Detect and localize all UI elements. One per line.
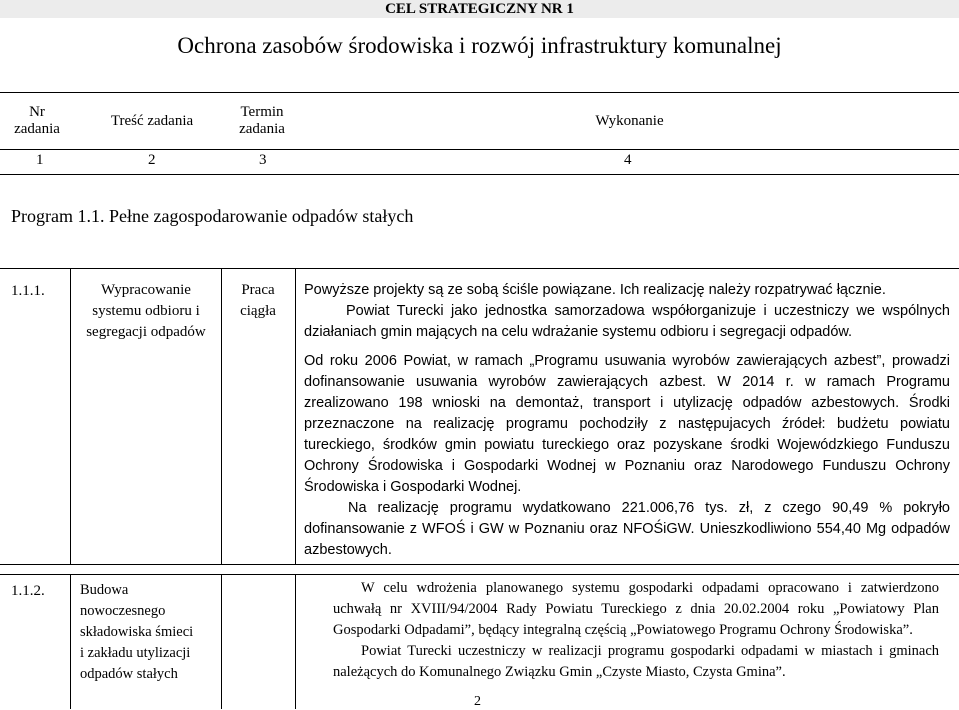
task-row-2-divider xyxy=(295,574,296,709)
column-number-1: 1 xyxy=(36,152,44,168)
task-name-2: Budowa nowoczesnego składowiska śmieci i zakładu utylizacji odpadów stałych xyxy=(80,582,194,682)
execution-paragraph: Na realizację programu wydatkowano 221.006,76 tys. zł, z czego 90,49 % pokryło dofinansowanie z WFOŚ i GW w Poznaniu oraz NFOŚiGW. Unieszkodliwiono 554,40 Mg odpadów azbestowych. xyxy=(304,500,950,558)
document-title: Ochrona zasobów środowiska i rozwój infrastruktury komunalnej xyxy=(177,33,782,58)
execution-paragraph: Powiat Turecki jako jednostka samorzadowa współorganizuje i uczestniczy we wspólnych działaniach gmin mających na celu wdrażanie systemu odbioru i segregacji odpadów. xyxy=(304,303,950,340)
execution-paragraph: W celu wdrożenia planowanego systemu gospodarki odpadami opracowano i zatwierdzono uchwałą nr XVIII/94/2004 Rady Powiatu Tureckiego z dnia 20.02.2004 roku „Powiatowy Plan Gospodarki Odpadami”, będący integralną częścią „Powiatowego Programu Ochrony Środowiska”. xyxy=(333,580,939,638)
task-number-1: 1.1.1. xyxy=(11,283,45,299)
task-row-1-divider xyxy=(221,268,222,564)
task-name-1: Wypracowanie systemu odbioru i segregacji odpadów xyxy=(86,282,206,340)
execution-paragraph: Od roku 2006 Powiat, w ramach „Programu usuwania wyrobów zawierających azbest”, prowadzi dofinansowanie usuwania wyrobów zawierających azbest. W 2014 r. w ramach Programu zrealizowano 198 wnioski na demontaż, transport i utylizację odpadów azbestowych. Środki przeznaczone na realizację programu pochodziły z następujacych źródeł: budżetu powiatu tureckiego, środków gmin powiatu tureckiego oraz pozyskane środki Wojewódzkiego Funduszu Ochrony Środowiska i Gospodarki Wodnej w Poznaniu oraz Narodowego Funduszu Ochrony Środowiska i Gospodarki Wodnej. xyxy=(304,353,950,495)
table-numbers-bottom-border xyxy=(0,174,959,175)
column-number-3: 3 xyxy=(259,152,267,168)
header-execution: Wykonanie xyxy=(595,113,664,129)
strategic-goal-heading: CEL STRATEGICZNY NR 1 xyxy=(385,1,574,17)
task-row-1-bottom-border xyxy=(0,564,959,565)
column-number-4: 4 xyxy=(624,152,632,168)
task-row-2-divider xyxy=(70,574,71,709)
task-row-1-divider xyxy=(295,268,296,564)
task-execution-1 xyxy=(304,280,950,561)
task-execution-2 xyxy=(333,578,939,683)
execution-paragraph: Powyższe projekty są ze sobą ściśle powiązane. Ich realizację należy rozpatrywać łącznie. xyxy=(304,282,886,298)
table-header-bottom-border xyxy=(0,149,959,150)
task-row-2-top-border xyxy=(0,574,959,575)
program-heading: Program 1.1. Pełne zagospodarowanie odpadów stałych xyxy=(11,206,414,226)
task-number-2: 1.1.2. xyxy=(11,583,45,599)
task-term-1: Praca ciągła xyxy=(240,282,276,319)
execution-paragraph: Powiat Turecki uczestniczy w realizacji programu gospodarki odpadami w miastach i gminach należących do Komunalnego Związku Gmin „Czyste Miasto, Czysta Gmina”. xyxy=(333,643,939,680)
task-row-1-divider xyxy=(70,268,71,564)
page-number: 2 xyxy=(474,694,481,709)
header-task-number: Nr zadania xyxy=(14,104,60,137)
column-number-2: 2 xyxy=(148,152,156,168)
table-top-border xyxy=(0,92,959,93)
task-row-2-divider xyxy=(221,574,222,709)
task-row-1-top-border xyxy=(0,268,959,269)
header-task-content: Treść zadania xyxy=(110,113,194,129)
header-task-term: Termin zadania xyxy=(239,104,285,137)
